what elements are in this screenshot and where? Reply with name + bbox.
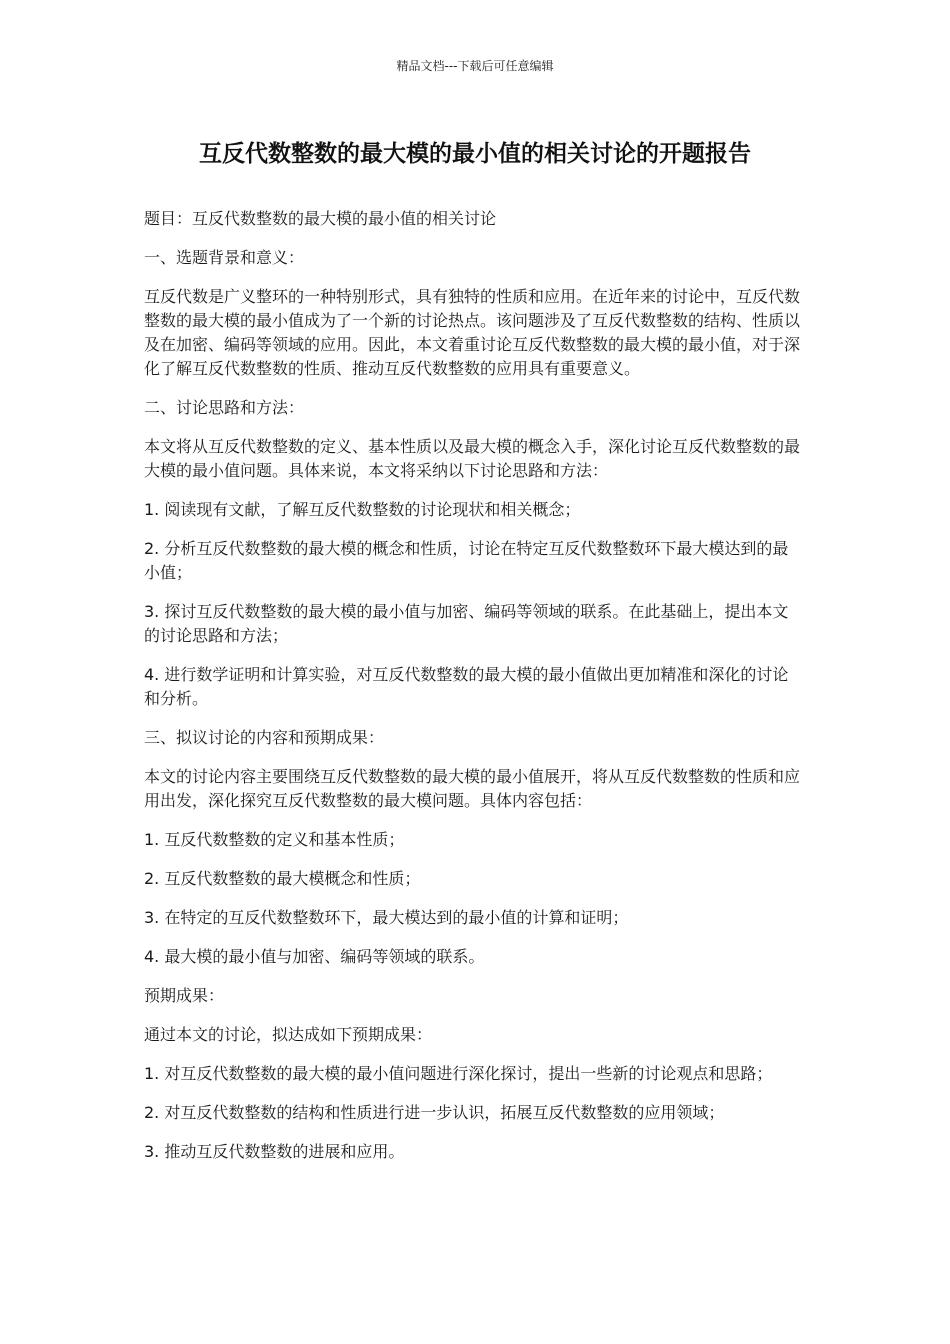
method-item-1: 1. 阅读现有文献，了解互反代数整数的讨论现状和相关概念； [144,500,581,519]
content-intro-paragraph: 本文的讨论内容主要围绕互反代数整数的最大模的最小值展开，将从互反代数整数的性质和应用出发，深化探究互反代数整数的最大模问题。具体内容包括： [144,767,801,810]
method-item-2: 2. 分析互反代数整数的最大模的概念和性质，讨论在特定互反代数整数环下最大模达到的最小值； [144,539,789,582]
content-item-2: 2. 互反代数整数的最大模概念和性质； [144,869,421,888]
section-heading-method: 二、讨论思路和方法： [144,398,305,417]
document-title: 互反代数整数的最大模的最小值的相关讨论的开题报告 [199,141,751,167]
method-item-3: 3. 探讨互反代数整数的最大模的最小值与加密、编码等领域的联系。在此基础上，提出本文的讨论思路和方法； [144,602,789,645]
content-item-4: 4. 最大模的最小值与加密、编码等领域的联系。 [144,947,485,966]
expected-results-intro: 通过本文的讨论，拟达成如下预期成果： [144,1025,433,1044]
topic-line: 题目：互反代数整数的最大模的最小值的相关讨论 [144,209,497,228]
expected-item-3: 3. 推动互反代数整数的进展和应用。 [144,1142,405,1161]
expected-item-2: 2. 对互反代数整数的结构和性质进行进一步认识，拓展互反代数整数的应用领域； [144,1103,725,1122]
background-paragraph: 互反代数是广义整环的一种特别形式，具有独特的性质和应用。在近年来的讨论中，互反代数整数的最大模的最小值成为了一个新的讨论热点。该问题涉及了互反代数整数的结构、性质以及在加密、编码等领域的应用。因此，本文着重讨论互反代数整数的最大模的最小值，对于深化了解互反代数整数的性质、推动互反代数整数的应用具有重要意义。 [144,287,801,378]
content-item-1: 1. 互反代数整数的定义和基本性质； [144,830,405,849]
document-body [144,207,802,1179]
content-item-3: 3. 在特定的互反代数整数环下，最大模达到的最小值的计算和证明； [144,908,629,927]
method-intro-paragraph: 本文将从互反代数整数的定义、基本性质以及最大模的概念入手，深化讨论互反代数整数的最大模的最小值问题。具体来说，本文将采纳以下讨论思路和方法： [144,437,801,480]
method-item-4: 4. 进行数学证明和计算实验，对互反代数整数的最大模的最小值做出更加精准和深化的讨论和分析。 [144,665,789,708]
section-heading-background: 一、选题背景和意义： [144,248,305,267]
expected-results-heading: 预期成果： [144,986,225,1005]
page-header-note: 精品文档---下载后可任意编辑 [396,59,554,73]
expected-item-1: 1. 对互反代数整数的最大模的最小值问题进行深化探讨，提出一些新的讨论观点和思路； [144,1064,773,1083]
section-heading-content: 三、拟议讨论的内容和预期成果： [144,728,385,747]
